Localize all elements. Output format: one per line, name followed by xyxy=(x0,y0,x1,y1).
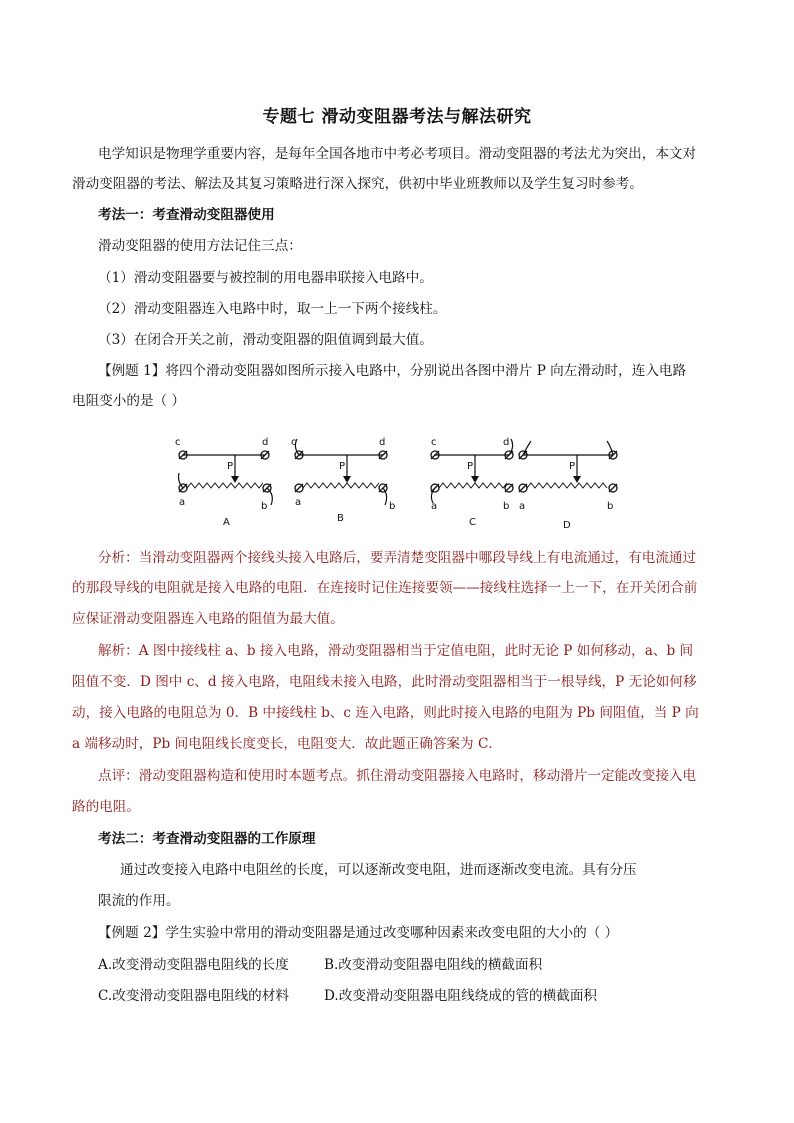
section2-body-line-2: 限流的作用。 xyxy=(98,893,180,909)
solution-line-3: 动，接入电路的电阻总为 0．B 中接线柱 b、c 连入电路，则此时接入电路的电阻为 Pb 间阻值，当 P 向 xyxy=(72,705,699,721)
svg-text:b: b xyxy=(389,501,396,512)
svg-text:a: a xyxy=(295,497,302,508)
diagram-d xyxy=(519,441,617,531)
svg-text:D: D xyxy=(563,520,571,531)
solution-line-1: 解析：A 图中接线柱 a、b 接入电路，滑动变阻器相当于定值电阻，此时无论 P 如何移动，a、b 间 xyxy=(98,643,694,659)
example1-line-2: 电阻变小的是（ ） xyxy=(72,393,186,409)
svg-text:A: A xyxy=(223,517,230,528)
point-3: （3）在闭合开关之前，滑动变阻器的阻值调到最大值。 xyxy=(98,332,433,348)
option-a: A.改变滑动变阻器电阻线的长度 xyxy=(98,957,289,973)
svg-text:a: a xyxy=(519,501,526,512)
solution-line-2: 阻值不变．D 图中 c、d 接入电路，电阻线未接入电路，此时滑动变阻器相当于一根导线，P 无论如何移 xyxy=(72,674,697,690)
svg-text:c: c xyxy=(175,437,181,448)
point-2: （2）滑动变阻器连入电路中时，取一上一下两个接线柱。 xyxy=(98,301,447,317)
svg-text:P: P xyxy=(569,461,576,472)
analysis-line-1: 分析：当滑动变阻器两个接线头接入电路后，要弄清楚变阻器中哪段导线上有电流通过，有电流通过 xyxy=(98,550,697,566)
section1-heading: 考法一：考查滑动变阻器使用 xyxy=(98,207,275,223)
svg-text:c: c xyxy=(431,437,437,448)
section2-body-line-1: 通过改变接入电路中电阻丝的长度，可以逐渐改变电阻，进而逐渐改变电流。具有分压 xyxy=(120,862,637,878)
svg-text:b: b xyxy=(607,501,614,512)
analysis-line-2: 的那段导线的电阻就是接入电路的电阻．在连接时记住连接要领——接线柱选择一上一下，在开关闭合前 xyxy=(72,580,698,596)
intro-line-2: 滑动变阻器的考法、解法及其复习策略进行深入探究，供初中毕业班教师以及学生复习时参考。 xyxy=(72,176,643,192)
diagram-a xyxy=(175,437,272,528)
rheostat-diagram xyxy=(165,433,625,538)
svg-text:P: P xyxy=(467,461,474,472)
analysis-line-3: 应保证滑动变阻器连入电路的阻值为最大值。 xyxy=(72,611,344,627)
rheostat-figure xyxy=(165,433,625,538)
svg-text:c: c xyxy=(291,437,297,448)
point-1: （1）滑动变阻器要与被控制的用电器串联接入电路中。 xyxy=(98,270,433,286)
comment-line-1: 点评：滑动变阻器构造和使用时本题考点。抓住滑动变阻器接入电路时，移动滑片一定能改变接入电 xyxy=(98,768,697,784)
option-d: D.改变滑动变阻器电阻线绕成的管的横截面积 xyxy=(324,988,598,1004)
svg-text:b: b xyxy=(261,501,268,512)
option-b: B.改变滑动变阻器电阻线的横截面积 xyxy=(324,957,543,973)
svg-text:d: d xyxy=(379,437,386,448)
example1-line-1: 【例题 1】将四个滑动变阻器如图所示接入电路中，分别说出各图中滑片 P 向左滑动时，连入电路 xyxy=(98,363,687,379)
section2-heading: 考法二：考查滑动变阻器的工作原理 xyxy=(98,831,316,847)
svg-text:P: P xyxy=(227,461,234,472)
svg-text:a: a xyxy=(431,501,438,512)
svg-text:C: C xyxy=(469,517,476,528)
svg-text:d: d xyxy=(503,437,510,448)
section1-lead: 滑动变阻器的使用方法记住三点： xyxy=(98,238,302,254)
comment-line-2: 路的电阻。 xyxy=(72,799,140,815)
svg-text:d: d xyxy=(262,437,269,448)
intro-line-1: 电学知识是物理学重要内容，是每年全国各地市中考必考项目。滑动变阻器的考法尤为突出，本文对 xyxy=(98,146,697,162)
diagram-b xyxy=(291,437,395,524)
svg-text:B: B xyxy=(337,513,344,524)
page-title: 专题七 滑动变阻器考法与解法研究 xyxy=(262,107,532,127)
svg-text:b: b xyxy=(503,501,510,512)
example2-line: 【例题 2】学生实验中常用的滑动变阻器是通过改变哪种因素来改变电阻的大小的（ ） xyxy=(98,925,619,941)
solution-line-4: a 端移动时，Pb 间电阻线长度变长，电阻变大．故此题正确答案为 C． xyxy=(72,736,502,752)
svg-text:a: a xyxy=(179,497,186,508)
diagram-c xyxy=(431,437,513,528)
svg-text:P: P xyxy=(339,461,346,472)
option-c: C.改变滑动变阻器电阻线的材料 xyxy=(98,988,289,1004)
